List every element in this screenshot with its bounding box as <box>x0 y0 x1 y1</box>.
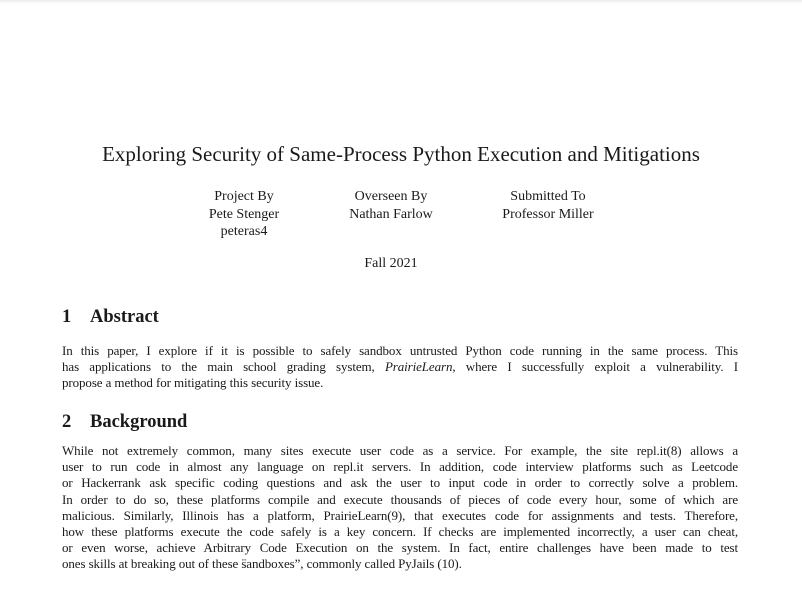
section-title: Background <box>90 412 188 432</box>
text-line <box>62 359 738 375</box>
window-top-edge <box>0 0 802 4</box>
author-column-overseen-by <box>349 188 433 223</box>
text-line <box>62 459 738 475</box>
section-heading-abstract <box>62 307 159 328</box>
body-text: , where I successfully exploit a vulnerability. I <box>452 359 739 375</box>
body-text: malicious. Similarly, Illinois has a platform, PrairieLearn(9), that executes code for assignments and tests. Therefore, <box>62 507 738 523</box>
text-line <box>62 443 738 459</box>
paragraph-abstract <box>62 343 738 392</box>
body-text: or Hackerrank ask specific coding questions and ask the user to input code in order to correctly solve a problem. <box>62 475 738 491</box>
author-role: Project By <box>214 189 274 204</box>
author-role: Overseen By <box>354 189 428 204</box>
text-line <box>62 475 738 491</box>
author-role: Submitted To <box>510 189 586 204</box>
text-line <box>62 375 738 391</box>
author-name: Professor Miller <box>502 206 594 222</box>
paper-title: Exploring Security of Same-Process Python Execution and Mitigations <box>102 142 700 166</box>
text-line <box>62 524 738 540</box>
italic-text: PrairieLearn <box>384 359 453 375</box>
paper-date: Fall 2021 <box>364 256 418 271</box>
body-text: While not extremely common, many sites execute user code as a service. For example, the site repl.it(8) allows a <box>62 443 738 458</box>
text-line <box>62 556 738 572</box>
body-text: how these platforms execute the code safely is a key concern. If checks are implemented incorrectly, a user can cheat, <box>62 523 738 539</box>
body-text: user to run code in almost any language on repl.it servers. In addition, code interview platforms such as Leetcode <box>62 459 738 475</box>
body-text: In this paper, I explore if it is possible to safely sandbox untrusted Python code running in the same process. This <box>62 343 738 358</box>
section-number: 1 <box>62 307 72 327</box>
author-name: Nathan Farlow <box>349 206 433 222</box>
author-username: peteras4 <box>220 224 268 239</box>
author-column-submitted-to <box>502 188 593 223</box>
paragraph-background <box>62 443 738 573</box>
body-text: In order to do so, these platforms compile and execute thousands of pieces of code every hour, some of which are <box>62 491 738 507</box>
text-line <box>62 343 738 359</box>
body-text: has applications to the main school grading system, <box>62 359 385 375</box>
body-text: or even worse, achieve Arbitrary Code Execution on the system. In fact, entire challenges have been made to test <box>62 540 738 556</box>
section-title: Abstract <box>90 307 159 327</box>
body-text: ones skills at breaking out of these s̈andboxes”, commonly called PyJails (10). <box>62 556 462 572</box>
section-number: 2 <box>62 412 72 432</box>
text-line <box>62 508 738 524</box>
text-line <box>62 492 738 508</box>
author-name: Pete Stenger <box>208 206 280 222</box>
author-column-project-by <box>209 188 279 241</box>
section-heading-background <box>62 412 187 433</box>
body-text: propose a method for mitigating this security issue. <box>62 375 324 391</box>
text-line <box>62 540 738 556</box>
